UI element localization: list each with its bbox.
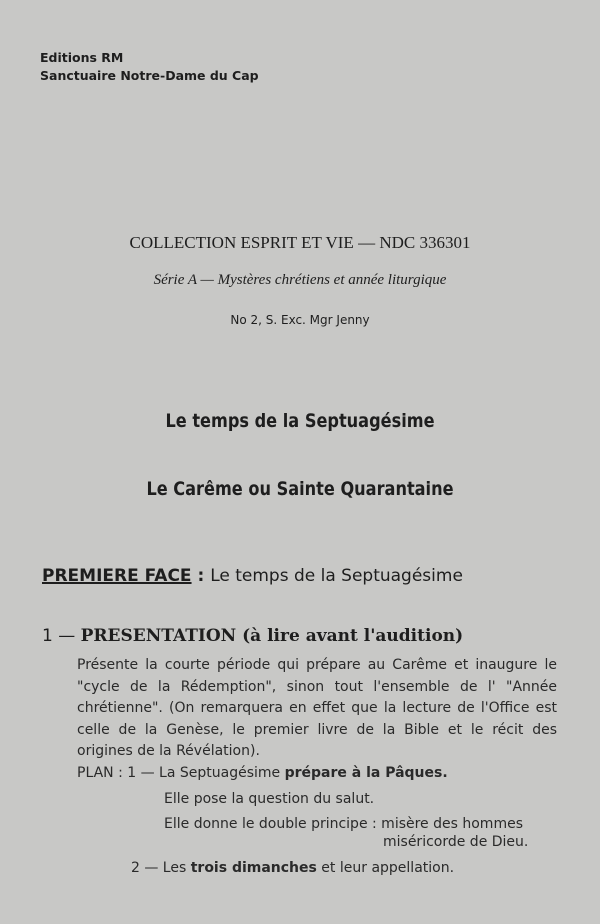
plan-label: PLAN : 1 — La Septuagésime	[77, 765, 285, 781]
title-careme: Le Carême ou Sainte Quarantaine	[146, 478, 454, 500]
section-heading	[42, 626, 463, 646]
plan-point-2	[131, 860, 454, 876]
face-text: Le temps de la Septuagésime	[210, 566, 463, 586]
section-title: PRESENTATION	[80, 626, 237, 646]
plan-line-1	[77, 765, 448, 781]
plan-point-2-bold: trois dimanches	[190, 860, 317, 876]
number-author: No 2, S. Exc. Mgr Jenny	[230, 313, 370, 327]
plan-bold: prépare à la Pâques.	[284, 765, 448, 781]
presentation-paragraph: Présente la courte période qui prépare au Carême et inaugure le "cycle de la Rédemption", sinon tout l'ensemble de l' "Année chrétienne". (On remarquera en effet que la lecture de l'Office est celle de la Genèse, le premier livre de la Bible et le récit des origines de la Révélation).	[77, 657, 557, 759]
section-subtitle: (à lire avant l'audition)	[236, 626, 464, 646]
series-line: Série A — Mystères chrétiens et année liturgique	[153, 272, 447, 288]
plan-line-2: Elle pose la question du salut.	[164, 791, 375, 807]
publisher-name: Editions RM	[40, 50, 124, 65]
plan-point-2-a: 2 — Les	[131, 860, 191, 876]
section-number: 1 —	[42, 626, 81, 646]
face-heading	[42, 566, 463, 586]
publisher-sanctuary: Sanctuaire Notre-Dame du Cap	[40, 68, 259, 83]
title-septuagesime: Le temps de la Septuagésime	[165, 410, 435, 432]
plan-point-2-c: et leur appellation.	[316, 860, 455, 876]
face-label: PREMIERE FACE	[42, 566, 192, 586]
plan-line-3: Elle donne le double principe : misère des hommes	[164, 816, 523, 832]
plan-line-4: miséricorde de Dieu.	[383, 834, 529, 850]
collection-heading: COLLECTION ESPRIT ET VIE — NDC 336301	[129, 233, 471, 252]
face-sep: :	[191, 566, 211, 586]
